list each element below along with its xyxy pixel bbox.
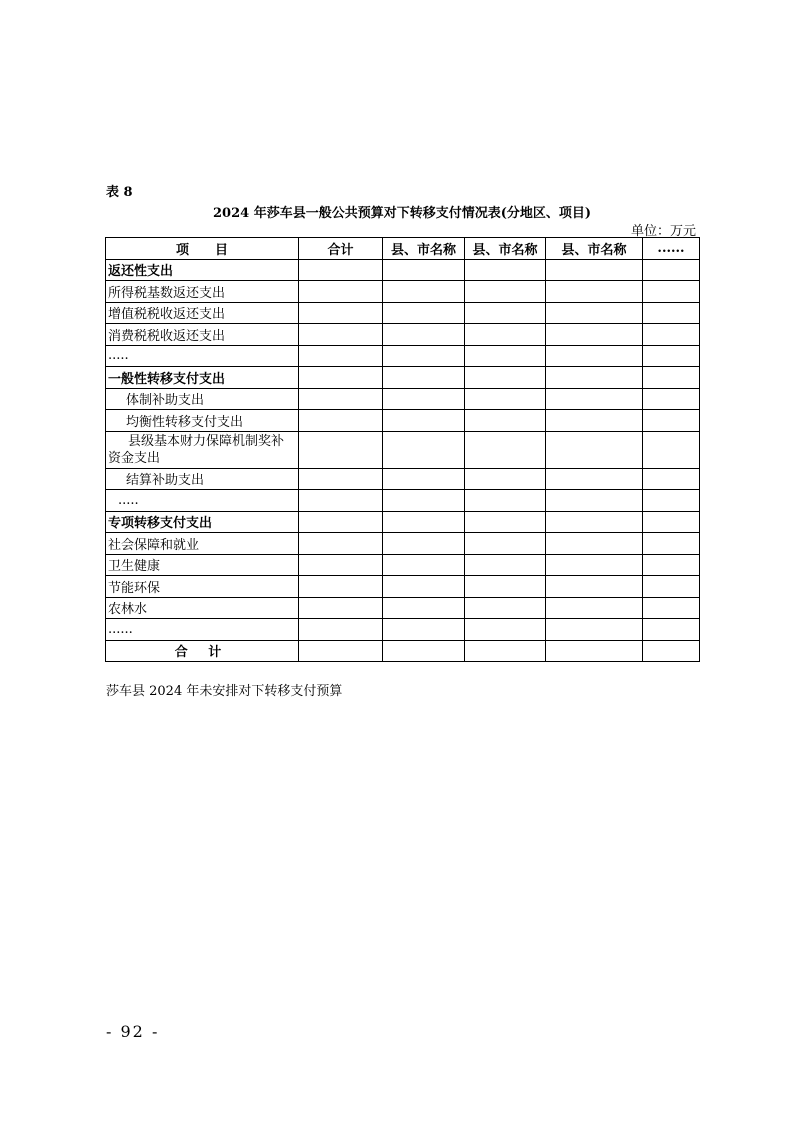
cell <box>299 468 383 490</box>
cell <box>643 388 700 410</box>
cell <box>643 367 700 389</box>
cell <box>546 388 643 410</box>
cell <box>546 468 643 490</box>
cell <box>546 576 643 598</box>
cell <box>546 640 643 662</box>
table-total-row <box>106 640 700 662</box>
cell <box>465 367 546 389</box>
table-row <box>106 259 700 281</box>
table-row <box>106 410 700 432</box>
cell <box>383 533 465 555</box>
cell <box>643 554 700 576</box>
transfer-payment-table <box>105 237 700 662</box>
cell <box>299 410 383 432</box>
cell <box>299 640 383 662</box>
cell <box>383 367 465 389</box>
cell <box>383 345 465 367</box>
row-label: ...... <box>106 619 299 641</box>
cell <box>546 259 643 281</box>
row-label: 所得税基数返还支出 <box>106 281 299 303</box>
cell <box>383 388 465 410</box>
cell <box>383 511 465 533</box>
cell <box>299 431 383 468</box>
table-row <box>106 324 700 346</box>
cell <box>546 324 643 346</box>
table-row <box>106 511 700 533</box>
header-item: 项 目 <box>106 238 299 260</box>
total-label: 合 计 <box>106 640 299 662</box>
cell <box>383 576 465 598</box>
cell <box>383 324 465 346</box>
header-more: ...... <box>643 238 700 260</box>
cell <box>383 554 465 576</box>
cell <box>465 640 546 662</box>
row-label: 农林水 <box>106 597 299 619</box>
table-row <box>106 468 700 490</box>
cell <box>643 324 700 346</box>
cell <box>546 302 643 324</box>
table-row <box>106 554 700 576</box>
cell <box>299 388 383 410</box>
cell <box>546 431 643 468</box>
cell <box>546 597 643 619</box>
cell <box>465 533 546 555</box>
row-label: 增值税税收返还支出 <box>106 302 299 324</box>
cell <box>465 511 546 533</box>
table-row <box>106 431 700 468</box>
cell <box>546 554 643 576</box>
cell <box>546 490 643 512</box>
table-row <box>106 490 700 512</box>
cell <box>643 431 700 468</box>
cell <box>546 410 643 432</box>
cell <box>383 490 465 512</box>
cell <box>546 345 643 367</box>
row-label: ..... <box>106 345 299 367</box>
cell <box>383 410 465 432</box>
header-county-3: 县、市名称 <box>546 238 643 260</box>
row-label: 体制补助支出 <box>106 388 299 410</box>
cell <box>299 302 383 324</box>
cell <box>299 259 383 281</box>
cell <box>643 490 700 512</box>
row-label: 卫生健康 <box>106 554 299 576</box>
table-header-row <box>106 238 700 260</box>
cell <box>546 367 643 389</box>
cell <box>643 302 700 324</box>
cell <box>546 533 643 555</box>
row-label: 社会保障和就业 <box>106 533 299 555</box>
row-label: 消费税税收返还支出 <box>106 324 299 346</box>
row-label: 县级基本财力保障机制奖补资金支出 <box>106 431 299 468</box>
table-row <box>106 302 700 324</box>
cell <box>383 468 465 490</box>
table-label: 表 8 <box>106 185 133 200</box>
page-title: 2024 年莎车县一般公共预算对下转移支付情况表(分地区、项目) <box>212 206 591 221</box>
cell <box>643 640 700 662</box>
cell <box>465 431 546 468</box>
cell <box>465 410 546 432</box>
cell <box>643 511 700 533</box>
cell <box>299 619 383 641</box>
row-label: 返还性支出 <box>106 259 299 281</box>
cell <box>383 259 465 281</box>
row-label: 节能环保 <box>106 576 299 598</box>
table-row <box>106 619 700 641</box>
table-row <box>106 597 700 619</box>
cell <box>643 468 700 490</box>
table-row <box>106 388 700 410</box>
cell <box>643 345 700 367</box>
row-label: 均衡性转移支付支出 <box>106 410 299 432</box>
unit-label: 单位：万元 <box>630 224 696 239</box>
cell <box>465 281 546 303</box>
cell <box>546 281 643 303</box>
cell <box>643 410 700 432</box>
cell <box>465 388 546 410</box>
cell <box>383 431 465 468</box>
table-row <box>106 367 700 389</box>
cell <box>383 281 465 303</box>
cell <box>299 324 383 346</box>
cell <box>383 619 465 641</box>
cell <box>299 533 383 555</box>
cell <box>643 533 700 555</box>
cell <box>643 597 700 619</box>
cell <box>465 345 546 367</box>
row-label: 专项转移支付支出 <box>106 511 299 533</box>
header-total: 合计 <box>299 238 383 260</box>
cell <box>299 345 383 367</box>
cell <box>643 576 700 598</box>
cell <box>299 554 383 576</box>
cell <box>465 576 546 598</box>
row-label: 一般性转移支付支出 <box>106 367 299 389</box>
cell <box>299 576 383 598</box>
table-row <box>106 345 700 367</box>
cell <box>465 490 546 512</box>
cell <box>465 302 546 324</box>
page-number: - 92 - <box>106 1022 160 1041</box>
header-county-2: 县、市名称 <box>465 238 546 260</box>
cell <box>383 302 465 324</box>
cell <box>299 281 383 303</box>
table-row <box>106 576 700 598</box>
cell <box>465 554 546 576</box>
cell <box>643 259 700 281</box>
row-label: 结算补助支出 <box>106 468 299 490</box>
cell <box>465 597 546 619</box>
cell <box>299 597 383 619</box>
table-row <box>106 533 700 555</box>
cell <box>465 259 546 281</box>
header-county-1: 县、市名称 <box>383 238 465 260</box>
cell <box>546 619 643 641</box>
cell <box>299 367 383 389</box>
cell <box>383 597 465 619</box>
cell <box>465 619 546 641</box>
cell <box>465 468 546 490</box>
cell <box>383 640 465 662</box>
cell <box>546 511 643 533</box>
cell <box>643 281 700 303</box>
footnote: 莎车县 2024 年未安排对下转移支付预算 <box>106 684 343 699</box>
cell <box>465 324 546 346</box>
row-label: ..... <box>106 490 299 512</box>
table-row <box>106 281 700 303</box>
cell <box>299 511 383 533</box>
cell <box>299 490 383 512</box>
cell <box>643 619 700 641</box>
